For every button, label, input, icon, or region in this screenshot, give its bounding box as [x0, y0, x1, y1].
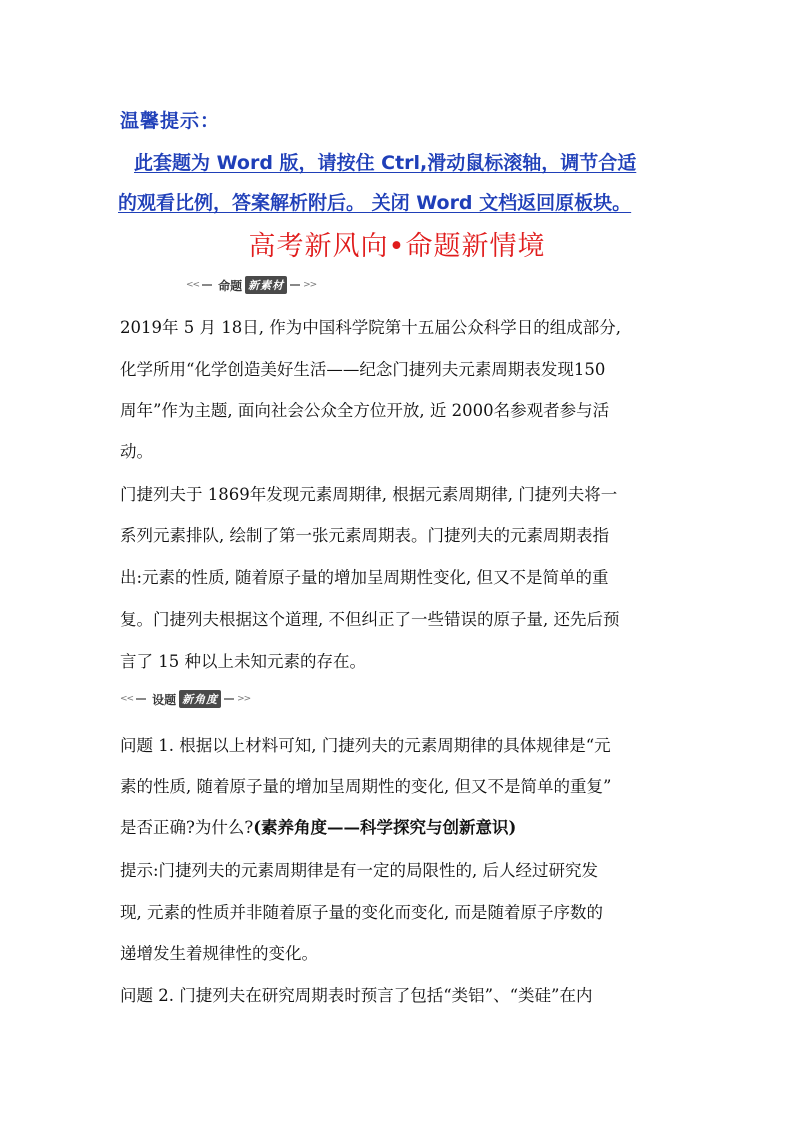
tag-ornament-left-icon: <<	[186, 280, 200, 290]
tag-dash-left	[136, 698, 146, 700]
question-1-line-3	[120, 814, 516, 838]
answer-1-line-3: 递增发生着规律性的变化。	[120, 944, 318, 963]
question-1-text: 是否正确?为什么?	[120, 818, 254, 837]
tag-ornament-right-icon: >>	[303, 280, 317, 290]
tag-ornament-right-icon: >>	[237, 694, 251, 704]
section-tag-label: 设题	[152, 692, 177, 707]
notice-title: 温馨提示：	[120, 110, 221, 132]
paragraph-2-line-3: 出:元素的性质, 随着原子量的增加呈周期性变化, 但又不是简单的重	[120, 568, 609, 587]
paragraph-1-line-3: 周年”作为主题, 面向社会公众全方位开放, 近 2000名参观者参与活	[120, 401, 610, 420]
notice-line-2[interactable]: 的观看比例，答案解析附后。 关闭 Word 文档返回原板块。	[118, 192, 632, 214]
tag-ornament-left-icon: <<	[120, 694, 134, 704]
tag-dash-right	[224, 698, 234, 700]
section-tag-question	[120, 690, 250, 708]
question-2-line-1: 问题 2. 门捷列夫在研究周期表时预言了包括“类铝”、“类硅”在内	[120, 986, 593, 1005]
section-tag-box: 新角度	[179, 690, 221, 708]
paragraph-1-line-1: 2019年 5 月 18日, 作为中国科学院第十五届公众科学日的组成部分,	[120, 318, 621, 337]
tag-dash-left	[202, 284, 212, 286]
paragraph-2-line-1: 门捷列夫于 1869年发现元素周期律, 根据元素周期律, 门捷列夫将一	[120, 485, 618, 504]
paragraph-2-line-5: 言了 15 种以上未知元素的存在。	[120, 652, 366, 671]
competency-note: (素养角度——科学探究与创新意识)	[253, 818, 517, 837]
answer-1-line-1: 提示:门捷列夫的元素周期律是有一定的局限性的, 后人经过研究发	[120, 861, 599, 880]
notice-line-1[interactable]: 此套题为 Word 版，请按住 Ctrl,滑动鼠标滚轴，调节合适	[134, 152, 637, 174]
section-tag-label: 命题	[218, 278, 243, 293]
paragraph-1-line-2: 化学所用“化学创造美好生活——纪念门捷列夫元素周期表发现150	[120, 360, 606, 379]
tag-dash-right	[290, 284, 300, 286]
paragraph-2-line-2: 系列元素排队, 绘制了第一张元素周期表。门捷列夫的元素周期表指	[120, 526, 609, 545]
question-1-line-1: 问题 1. 根据以上材料可知, 门捷列夫的元素周期律的具体规律是“元	[120, 736, 611, 755]
paragraph-1-line-4: 动。	[120, 442, 153, 461]
main-title: 高考新风向•命题新情境	[248, 231, 546, 262]
section-tag-box: 新素材	[245, 276, 287, 294]
answer-1-line-2: 现, 元素的性质并非随着原子量的变化而变化, 而是随着原子序数的	[120, 903, 603, 922]
question-1-line-2: 素的性质, 随着原子量的增加呈周期性的变化, 但又不是简单的重复”	[120, 777, 612, 796]
section-tag-material	[186, 276, 316, 294]
paragraph-2-line-4: 复。门捷列夫根据这个道理, 不但纠正了一些错误的原子量, 还先后预	[120, 610, 620, 629]
